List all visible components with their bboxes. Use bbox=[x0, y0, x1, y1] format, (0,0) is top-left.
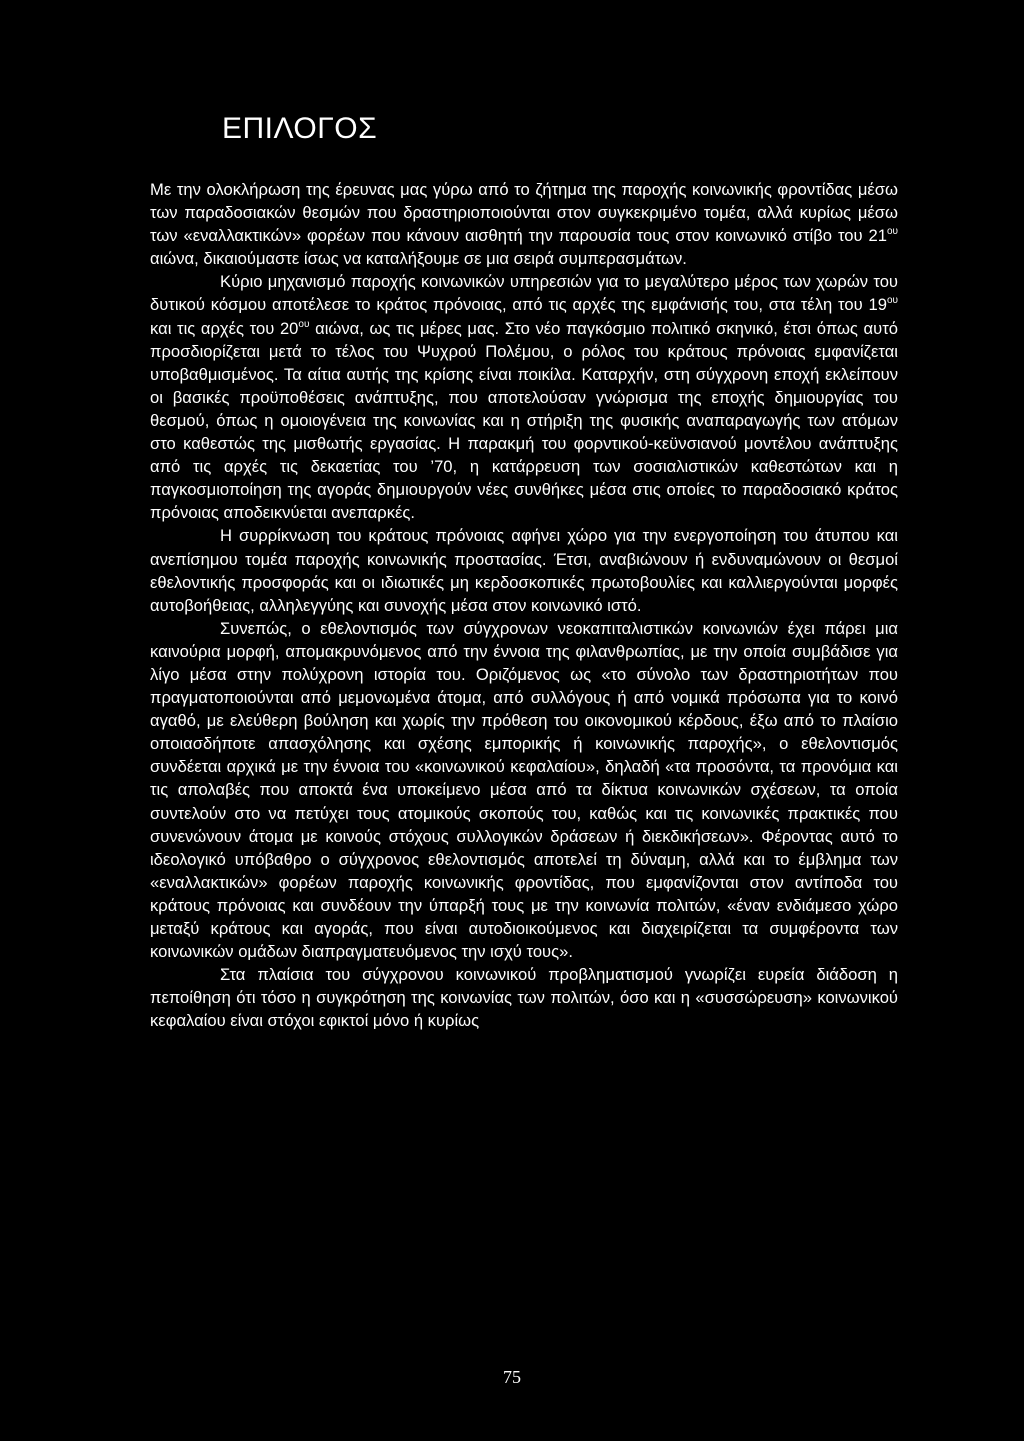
body-text bbox=[150, 178, 898, 1032]
ordinal-superscript: ου bbox=[298, 318, 310, 330]
paragraph-1-text-a: Με την ολοκλήρωση της έρευνας μας γύρω από το ζήτημα της παροχής κοινωνικής φροντίδας μέσω των παραδοσιακών θεσμών που δραστηριοποιούνται στον συγκεκριμένο τομέα, αλλά κυρίως μέσω των «εναλλακτικών» φορέων που κάνουν αισθητή την παρουσία τους στον κοινωνικό στίβο του 21 bbox=[150, 180, 898, 246]
paragraph-2 bbox=[150, 270, 898, 524]
paragraph-1 bbox=[150, 178, 898, 270]
chapter-heading: ΕΠΙΛΟΓΟΣ bbox=[222, 112, 378, 145]
paragraph-2-text-b: και τις αρχές του 20 bbox=[150, 318, 299, 338]
paragraph-1-text-b: αιώνα, δικαιούμαστε ίσως να καταλήξουμε σε μια σειρά συμπερασμάτων. bbox=[150, 249, 687, 269]
ordinal-superscript: ου bbox=[886, 295, 898, 307]
ordinal-superscript: ου bbox=[886, 226, 898, 238]
paragraph-4: Συνεπώς, ο εθελοντισμός των σύγχρονων νεοκαπιταλιστικών κοινωνιών έχει πάρει μια καινούρια μορφή, απομακρυνόμενος από την έννοια της φιλανθρωπίας, με την οποία συμβάδισε για λίγο μέσα στην πολύχρονη ιστορία του. Οριζόμενος ως «το σύνολο των δραστηριοτήτων που πραγματοποιούνται από μεμονωμένα άτομα, από συλλόγους ή από νομικά πρόσωπα για το κοινό αγαθό, με ελεύθερη βούληση και χωρίς την πρόθεση του οικονομικού κέρδους, έξω από το πλαίσιο οποιασδήποτε απασχόλησης και σχέσης εμπορικής ή κοινωνικής παροχής», ο εθελοντισμός συνδέεται αρχικά με την έννοια του «κοινωνικού κεφαλαίου», δηλαδή «τα προσόντα, τα προνόμια και τις απολαβές που αποκτά ένα υποκείμενο μέσα από τα δίκτυα κοινωνικών σχέσεων, τα οποία συντελούν στο να πετύχει τους ατομικούς σκοπούς του, καθώς και τις κοινωνικές πρακτικές που συνενώνουν άτομα με κοινούς στόχους συλλογικών δράσεων ή διεκδικήσεων». Φέροντας αυτό το ιδεολογικό υπόβαθρο ο σύγχρονος εθελοντισμός αποτελεί τη δύναμη, αλλά και το έμβλημα των «εναλλακτικών» φορέων παροχής κοινωνικής φροντίδας, που εμφανίζονται στον αντίποδα του κράτους πρόνοιας και συνδέουν την ύπαρξή τους με την κοινωνία πολιτών, «έναν ενδιάμεσο χώρο μεταξύ κράτους και αγοράς, που είναι αυτοδιοικούμενος και διαχειρίζεται τα συμφέροντα των κοινωνικών ομάδων διαπραγματευόμενος την ισχύ τους». bbox=[150, 618, 898, 962]
paragraph-5: Στα πλαίσια του σύγχρονου κοινωνικού προβληματισμού γνωρίζει ευρεία διάδοση η πεποίθηση ότι τόσο η συγκρότηση της κοινωνίας των πολιτών, όσο και η «συσσώρευση» κοινωνικού κεφαλαίου είναι στόχοι εφικτοί μόνο ή κυρίως bbox=[150, 965, 898, 1031]
page-number: 75 bbox=[503, 1367, 521, 1387]
paragraph-3: Η συρρίκνωση του κράτους πρόνοιας αφήνει χώρο για την ενεργοποίηση του άτυπου και ανεπίσημου τομέα παροχής κοινωνικής προστασίας. Έτσι, αναβιώνουν ή ενδυναμώνουν οι θεσμοί εθελοντικής προσφοράς και οι ιδιωτικές μη κερδοσκοπικές πρωτοβουλίες και καλλιεργούνται μορφές αυτοβοήθειας, αλληλεγγύης και συνοχής μέσα στον κοινωνικό ιστό. bbox=[150, 526, 898, 615]
paragraph-2-text-c: αιώνα, ως τις μέρες μας. Στο νέο παγκόσμιο πολιτικό σκηνικό, έτσι όπως αυτό προσδιορίζεται μετά το τέλος του Ψυχρού Πολέμου, ο ρόλος του κράτους πρόνοιας εμφανίζεται υποβαθμισμένος. Τα αίτια αυτής της κρίσης είναι ποικίλα. Καταρχήν, στη σύγχρονη εποχή εκλείπουν οι βασικές προϋποθέσεις ανάπτυξης, που αποτελούσαν γνώρισμα της εποχής δημιουργίας του θεσμού, όπως η ομοιογένεια της κοινωνίας και η στήριξη της φυσικής αναπαραγωγής των ατόμων στο καθεστώς της μισθωτής εργασίας. Η παρακμή του φορντικού-κεϋνσιανού μοντέλου ανάπτυξης από τις αρχές τις δεκαετίας του ’70, η κατάρρευση των σοσιαλιστικών καθεστώτων και η παγκοσμιοποίηση της αγοράς δημιουργούν νέες συνθήκες μέσα στις οποίες το παραδοσιακό κράτος πρόνοιας αποδεικνύεται ανεπαρκές. bbox=[150, 318, 899, 523]
paragraph-2-text-a: Κύριο μηχανισμό παροχής κοινωνικών υπηρεσιών για το μεγαλύτερο μέρος των χωρών του δυτικού κόσμου αποτέλεσε το κράτος πρόνοιας, από τις αρχές της εμφάνισής του, στα τέλη του 19 bbox=[150, 272, 898, 315]
